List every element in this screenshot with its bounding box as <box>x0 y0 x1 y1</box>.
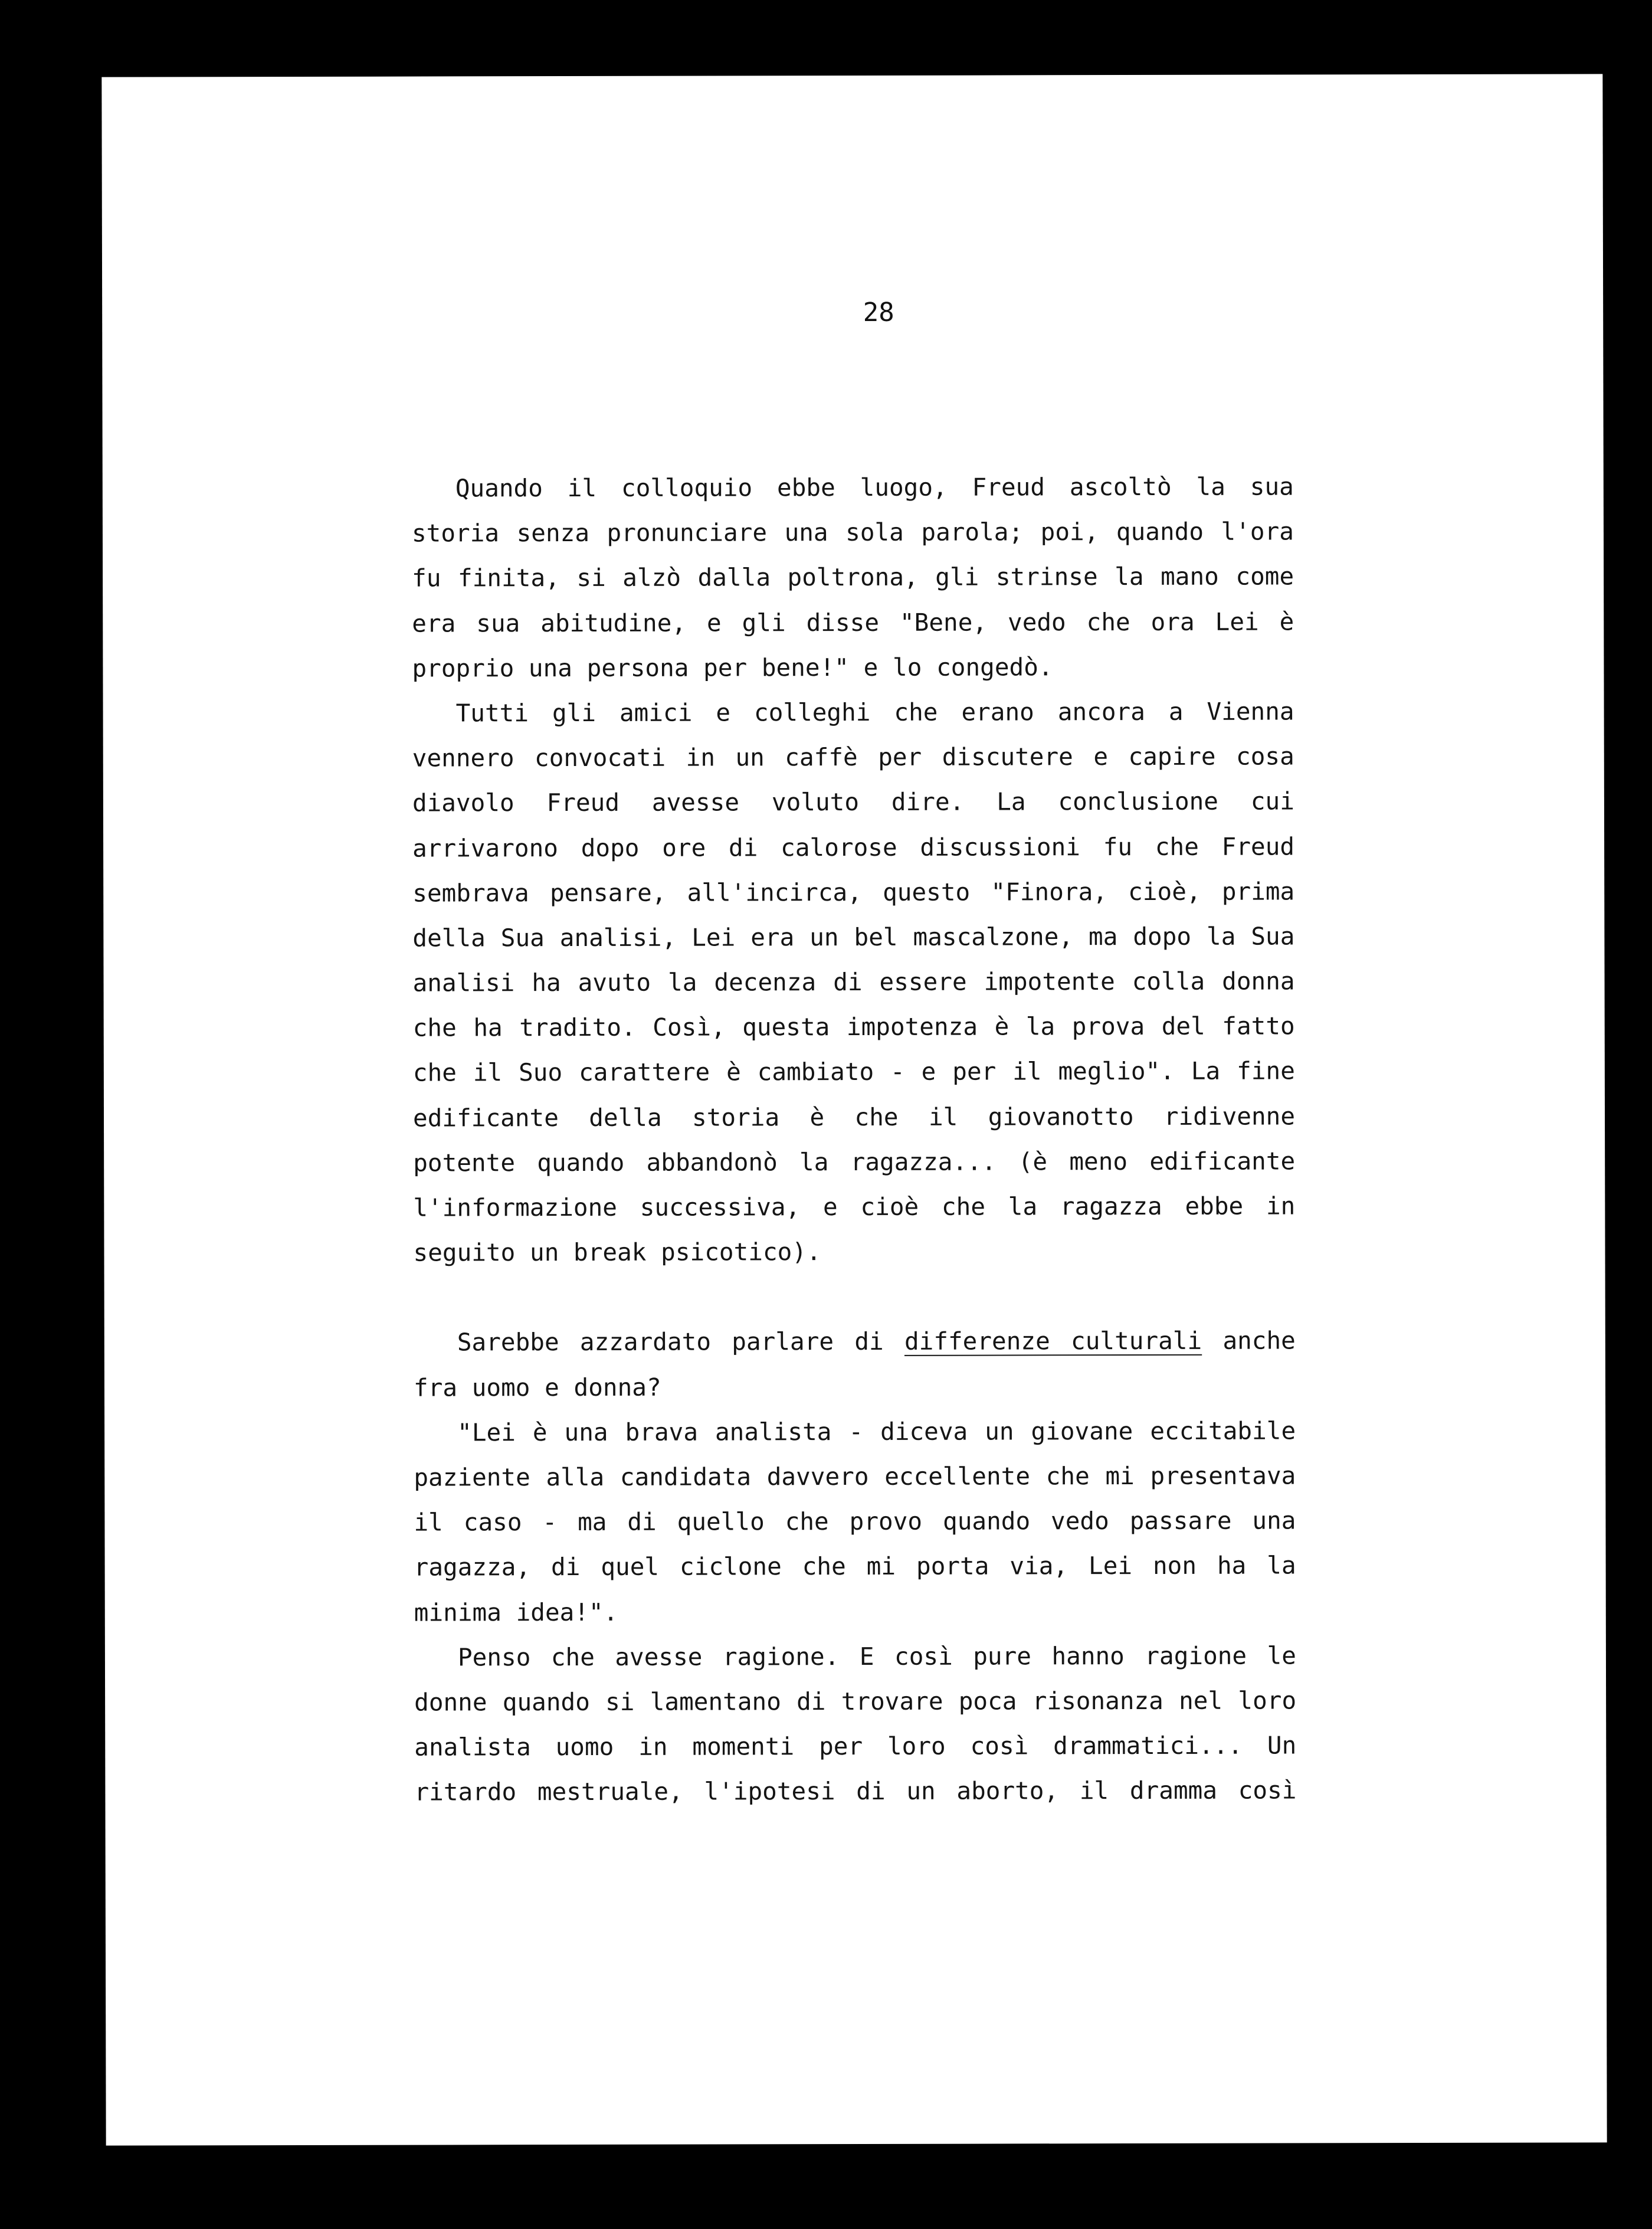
text-line: era sua abitudine, e gli disse "Bene, vedo che ora Lei è <box>412 607 1294 638</box>
text-line: proprio una persona per bene!" e lo congedò. <box>412 653 1053 683</box>
paragraph-differenze-culturali <box>414 1318 1296 1410</box>
text-line: storia senza pronunciare una sola parola; poi, quando l'ora <box>411 517 1294 548</box>
paragraph-freud-colloquio <box>412 464 1294 690</box>
text-line: il caso - ma di quello che provo quando vedo passare una <box>414 1506 1296 1537</box>
body-text <box>412 464 1297 1815</box>
text-line: Tutti gli amici e colleghi che erano ancora a Vienna <box>455 697 1294 728</box>
text-segment: anche <box>1222 1326 1296 1356</box>
text-line: che il Suo carattere è cambiato - e per il meglio". La fine <box>412 1056 1295 1088</box>
text-line: analista uomo in momenti per loro così drammatici... Un <box>414 1731 1297 1762</box>
text-line: potente quando abbandonò la ragazza... (è meno edificante <box>413 1147 1296 1177</box>
document-page <box>101 74 1607 2145</box>
text-line: arrivarono dopo ore di calorose discussioni fu che Freud <box>412 832 1295 863</box>
text-line: analisi ha avuto la decenza di essere impotente colla donna <box>412 967 1295 997</box>
text-line: fu finita, si alzò dalla poltrona, gli strinse la mano come <box>412 562 1294 593</box>
text-line: donne quando si lamentano di trovare poca risonanza nel loro <box>414 1686 1297 1717</box>
text-line: fra uomo e donna? <box>413 1373 661 1402</box>
text-line: che ha tradito. Così, questa impotenza è la prova del fatto <box>412 1012 1295 1042</box>
text-line: Penso che avesse ragione. E così pure hanno ragione le <box>457 1641 1296 1672</box>
text-line: "Lei è una brava analista - diceva un giovane eccitabile <box>457 1416 1296 1447</box>
text-line <box>414 1318 1296 1365</box>
paragraph-brava-analista <box>414 1408 1296 1635</box>
text-line: sembrava pensare, all'incirca, questo "Finora, cioè, prima <box>412 877 1295 908</box>
underlined-phrase: differenze culturali <box>904 1327 1202 1356</box>
text-line: Quando il colloquio ebbe luogo, Freud ascoltò la sua <box>455 472 1294 503</box>
paragraph-gap <box>414 1274 1296 1320</box>
text-line: edificante della storia è che il giovanotto ridivenne <box>412 1102 1296 1132</box>
text-line: diavolo Freud avesse voluto dire. La conclusione cui <box>412 787 1294 817</box>
text-line: minima idea!". <box>414 1598 618 1627</box>
text-line: paziente alla candidata davvero eccellente che mi presentava <box>414 1461 1296 1492</box>
paragraph-amici-colleghi <box>412 689 1296 1275</box>
text-segment: Sarebbe azzardato parlare di <box>457 1327 884 1357</box>
text-line: della Sua analisi, Lei era un bel mascalzone, ma dopo la Sua <box>412 922 1295 953</box>
text-line: vennero convocati in un caffè per discutere e capire cosa <box>412 742 1294 773</box>
text-line: seguito un break psicotico). <box>413 1238 821 1267</box>
text-line: l'informazione successiva, e cioè che la ragazza ebbe in <box>413 1192 1296 1222</box>
page-number: 28 <box>863 297 894 328</box>
text-line: ragazza, di quel ciclone che mi porta via, Lei non ha la <box>414 1551 1296 1582</box>
paragraph-avesse-ragione <box>414 1633 1297 1815</box>
text-line: ritardo mestruale, l'ipotesi di un aborto, il dramma così <box>414 1776 1297 1806</box>
